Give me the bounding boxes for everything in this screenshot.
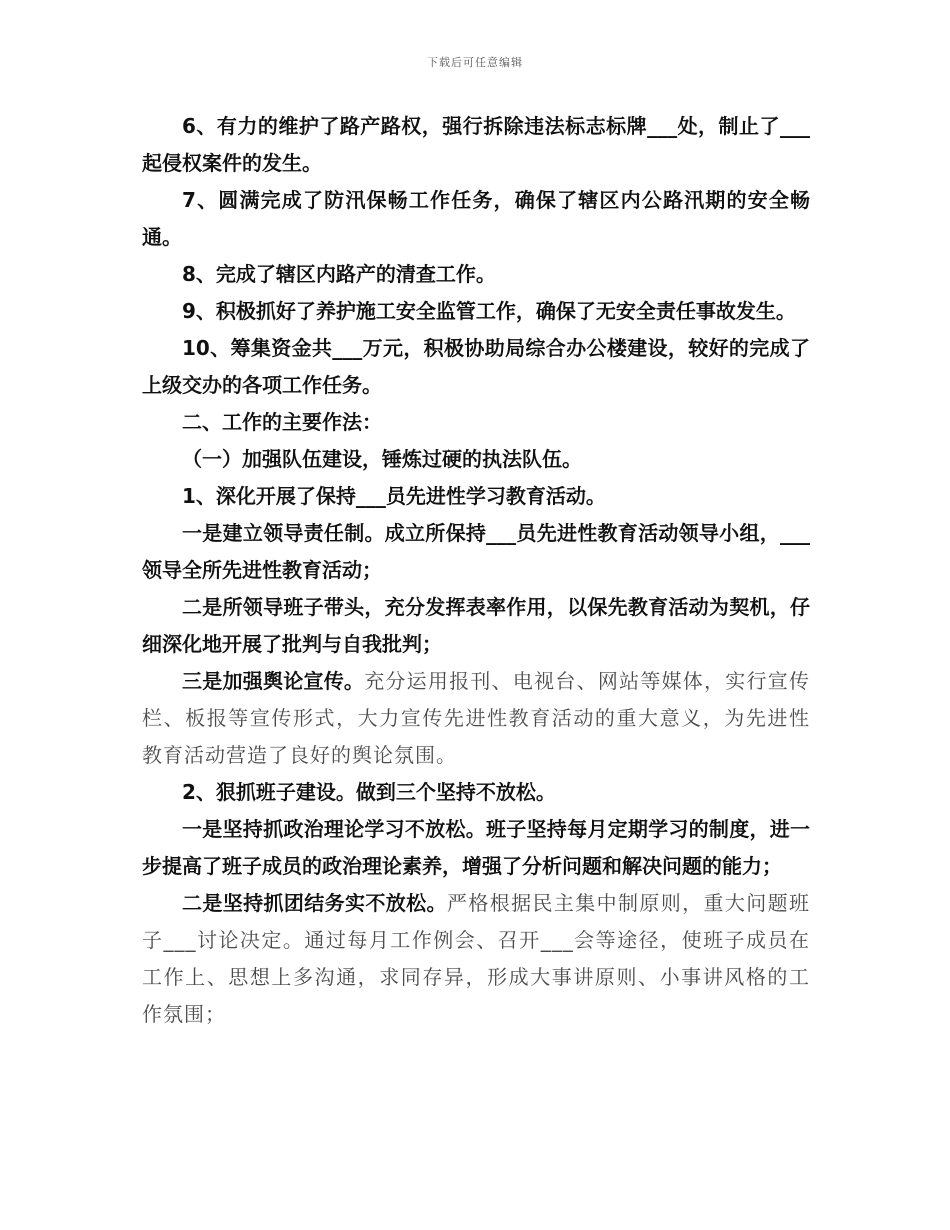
paragraph-third-1-lead: 三是加强舆论宣传。 [182, 669, 365, 693]
paragraph-first-2: 一是坚持抓政治理论学习不放松。班子坚持每月定期学习的制度，进一步提高了班子成员的政治理论素养，增强了分析问题和解决问题的能力； [142, 817, 810, 878]
paragraph-second-1: 二是所领导班子带头，充分发挥表率作用，以保先教育活动为契机，仔细深化地开展了批判与自我批判； [142, 595, 810, 656]
subsection-heading-1: （一）加强队伍建设，锤炼过硬的执法队伍。 [182, 447, 582, 471]
item-heading-2: 2、狠抓班子建设。做到三个坚持不放松。 [182, 780, 556, 804]
paragraph-third-1-rest: 充分运用报刊、电视台、网站等媒体，实行宣传栏、板报等宣传形式，大力宣传先进性教育活动的重大意义，为先进性教育活动营造了良好的舆论氛围。 [142, 669, 811, 767]
header-note: 下载后可任意编辑 [427, 56, 523, 69]
paragraph-second-2-lead: 二是坚持抓团结务实不放松。 [182, 891, 447, 915]
paragraph-second-2 [142, 885, 810, 1033]
paragraph-item-8: 8、完成了辖区内路产的清查工作。 [182, 262, 496, 286]
paragraph-item-10: 10、筹集资金共___万元，积极协助局综合办公楼建设，较好的完成了上级交办的各项工作任务。 [142, 336, 810, 397]
section-heading-2: 二、工作的主要作法： [182, 410, 382, 434]
document-body [142, 108, 810, 1033]
paragraph-item-9: 9、积极抓好了养护施工安全监管工作，确保了无安全责任事故发生。 [182, 299, 796, 323]
paragraph-first-1: 一是建立领导责任制。成立所保持___员先进性教育活动领导小组，___领导全所先进性教育活动； [142, 521, 810, 582]
paragraph-item-6: 6、有力的维护了路产路权，强行拆除违法标志标牌___处，制止了___起侵权案件的发生。 [142, 114, 810, 175]
paragraph-second-2-rest: 严格根据民主集中制原则，重大问题班子___讨论决定。通过每月工作例会、召开___会等途径，使班子成员在工作上、思想上多沟通，求同存异，形成大事讲原则、小事讲风格的工作氛围； [142, 891, 811, 1026]
paragraph-item-7: 7、圆满完成了防汛保畅工作任务，确保了辖区内公路汛期的安全畅通。 [142, 188, 810, 249]
item-heading-1: 1、深化开展了保持___员先进性学习教育活动。 [182, 484, 606, 508]
paragraph-third-1 [142, 663, 810, 774]
